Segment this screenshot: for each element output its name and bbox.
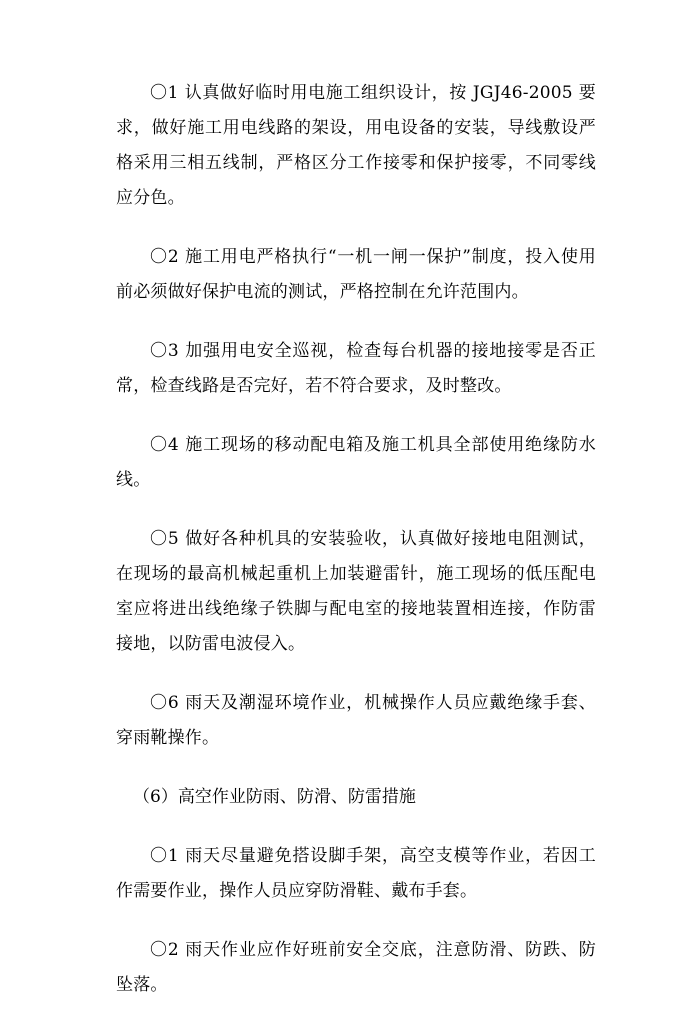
section-paragraph-item-2: 〇2 雨天作业应作好班前安全交底，注意防滑、防跌、防坠落。 (116, 940, 596, 995)
section-paragraph-item-1: 〇1 雨天尽量避免搭设脚手架，高空支模等作业，若因工作需要作业，操作人员应穿防滑鞋、戴布手套。 (116, 846, 596, 901)
paragraph-item-5: 〇5 做好各种机具的安装验收，认真做好接地电阻测试，在现场的最高机械起重机上加装避雷针，施工现场的低压配电室应将进出线绝缘子铁脚与配电室的接地装置相连接，作防雷接地，以防雷电波侵入。 (116, 529, 596, 654)
paragraph-item-2: 〇2 施工用电严格执行“一机一闸一保护”制度，投入使用前必须做好保护电流的测试，严格控制在允许范围内。 (116, 247, 596, 302)
paragraph-item-3: 〇3 加强用电安全巡视，检查每台机器的接地接零是否正常，检查线路是否完好，若不符合要求，及时整改。 (116, 341, 596, 396)
document-body (116, 76, 596, 1027)
paragraph-item-1: 〇1 认真做好临时用电施工组织设计，按 JGJ46-2005 要求，做好施工用电线路的架设，用电设备的安装，导线敷设严格采用三相五线制，严格区分工作接零和保护接零，不同零线应分色。 (116, 83, 596, 208)
paragraph-item-6: 〇6 雨天及潮湿环境作业，机械操作人员应戴绝缘手套、穿雨靴操作。 (116, 693, 596, 748)
section-heading: （6）高空作业防雨、防滑、防雷措施 (133, 787, 416, 807)
paragraph-item-4: 〇4 施工现场的移动配电箱及施工机具全部使用绝缘防水线。 (116, 435, 596, 490)
